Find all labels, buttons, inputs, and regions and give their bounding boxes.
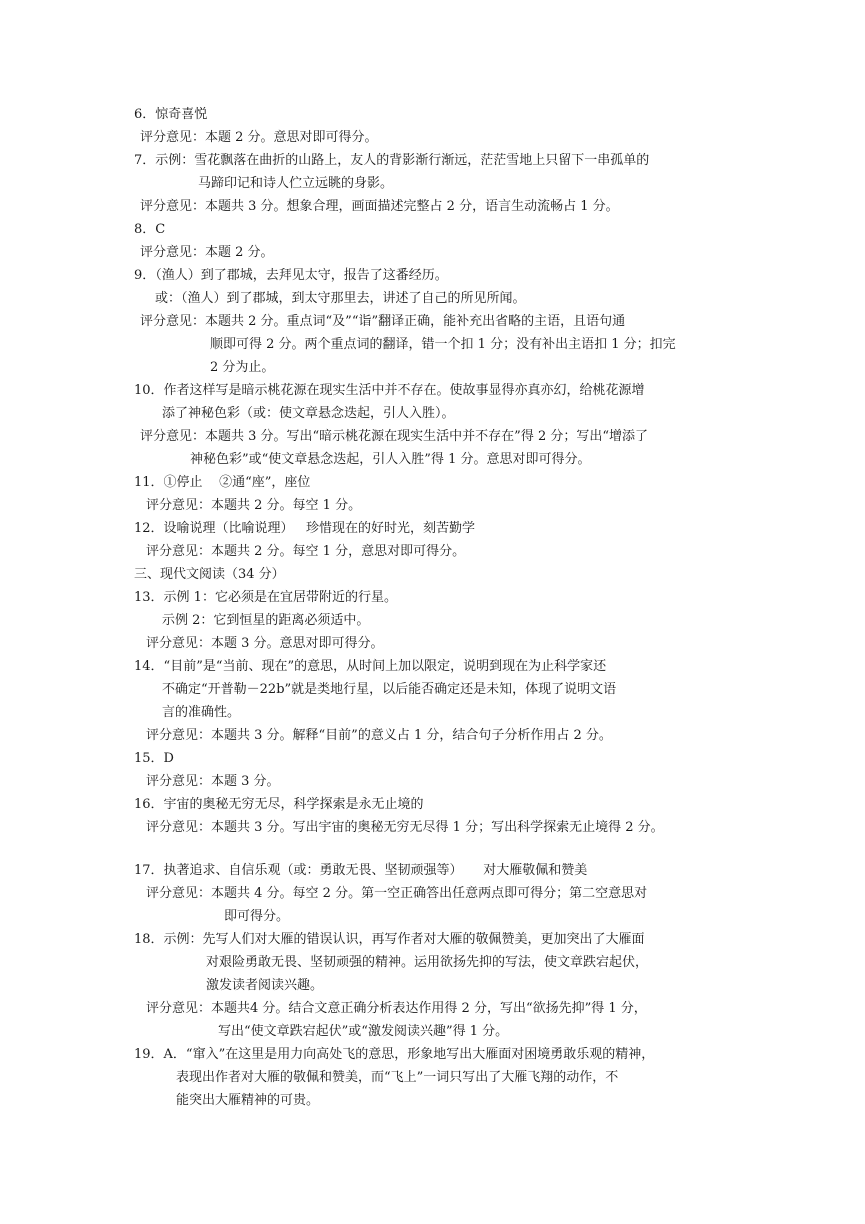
answer-19-end: 能突出大雁精神的可贵。 (176, 1093, 320, 1108)
answer-11: 11．①停止 ②通“座”，座位 (134, 475, 311, 490)
scoring-note-10: 评分意见：本题共 3 分。写出“暗示桃花源在现实生活中并不存在”得 2 分；写出“增添了 (140, 429, 649, 444)
scoring-note-8: 评分意见：本题 2 分。 (140, 245, 274, 260)
answer-7: 7．示例：雪花飘落在曲折的山路上，友人的背影渐行渐远，茫茫雪地上只留下一串孤单的 (134, 153, 650, 168)
scoring-note-9-end: 2 分为止。 (210, 360, 275, 375)
answer-6: 6．惊奇喜悦 (134, 107, 208, 122)
scoring-note-7: 评分意见：本题共 3 分。想象合理，画面描述完整占 2 分，语言生动流畅占 1 分。 (140, 199, 619, 214)
scoring-note-9: 评分意见：本题共 2 分。重点词“及”“诣”翻译正确，能补充出省略的主语，且语句通 (140, 314, 626, 329)
scoring-note-12: 评分意见：本题共 2 分。每空 1 分，意思对即可得分。 (146, 544, 466, 559)
answer-18: 18．示例：先写人们对大雁的错误认识，再写作者对大雁的敬佩赞美，更加突出了大雁面 (134, 932, 645, 947)
answer-8: 8．C (134, 222, 166, 237)
answer-14-continued: 不确定“开普勒－22b”就是类地行星，以后能否确定还是未知，体现了说明文语 (162, 682, 617, 697)
answer-16: 16．宇宙的奥秘无穷无尽，科学探索是永无止境的 (134, 797, 424, 812)
scoring-note-17: 评分意见：本题共 4 分。每空 2 分。第一空正确答出任意两点即可得分；第二空意思对 (146, 886, 648, 901)
scoring-note-16: 评分意见：本题共 3 分。写出宇宙的奥秘无穷无尽得 1 分；写出科学探索无止境得 2 分。 (146, 820, 664, 835)
answer-14-end: 言的准确性。 (162, 705, 241, 720)
answer-19: 19．A．“窜入”在这里是用力向高处飞的意思，形象地写出大雁面对困境勇敢乐观的精神， (134, 1047, 655, 1062)
scoring-note-10-continued: 神秘色彩”或“使文章悬念迭起，引人入胜”得 1 分。意思对即可得分。 (190, 452, 591, 467)
answer-10-continued: 添了神秘色彩（或：使文章悬念迭起，引人入胜）。 (162, 406, 455, 421)
answer-19-continued: 表现出作者对大雁的敬佩和赞美，而“飞上”一词只写出了大雁飞翔的动作，不 (176, 1070, 619, 1085)
scoring-note-15: 评分意见：本题 3 分。 (146, 774, 280, 789)
scoring-note-11: 评分意见：本题共 2 分。每空 1 分。 (146, 498, 362, 513)
answer-13: 13．示例 1：它必须是在宜居带附近的行星。 (134, 590, 397, 605)
answer-10: 10．作者这样写是暗示桃花源在现实生活中并不存在。使故事显得亦真亦幻，给桃花源增 (134, 383, 645, 398)
scoring-note-17-continued: 即可得分。 (224, 909, 290, 924)
scoring-note-6: 评分意见：本题 2 分。意思对即可得分。 (140, 130, 378, 145)
answer-7-continued: 马蹄印记和诗人伫立远眺的身影。 (198, 176, 394, 191)
answer-14: 14．“目前”是“当前、现在”的意思，从时间上加以限定，说明到现在为止科学家还 (134, 659, 607, 674)
section-heading-modern-reading: 三、现代文阅读（34 分） (134, 567, 285, 582)
answer-18-continued: 对艰险勇敢无畏、坚韧顽强的精神。运用欲扬先抑的写法，使文章跌宕起伏， (206, 955, 649, 970)
scoring-note-9-continued: 顺即可得 2 分。两个重点词的翻译，错一个扣 1 分；没有补出主语扣 1 分；扣完 (210, 337, 676, 352)
answer-13-example-2: 示例 2：它到恒星的距离必须适中。 (162, 613, 370, 628)
answer-17: 17．执著追求、自信乐观（或：勇敢无畏、坚韧顽强等） 对大雁敬佩和赞美 (134, 863, 588, 878)
answer-12: 12．设喻说理（比喻说理） 珍惜现在的好时光，刻苦勤学 (134, 521, 475, 536)
scoring-note-18: 评分意见：本题共4 分。结合文意正确分析表达作用得 2 分，写出“欲扬先抑”得 1 分， (146, 1001, 647, 1016)
answer-9: 9．（渔人）到了郡城，去拜见太守，报告了这番经历。 (134, 268, 448, 283)
scoring-note-13: 评分意见：本题 3 分。意思对即可得分。 (146, 636, 384, 651)
answer-9-alternative: 或：（渔人）到了郡城，到太守那里去，讲述了自己的所见所闻。 (155, 291, 526, 306)
answer-15: 15．D (134, 751, 174, 766)
answer-18-end: 激发读者阅读兴趣。 (206, 978, 324, 993)
scoring-note-14: 评分意见：本题共 3 分。解释“目前”的意义占 1 分，结合句子分析作用占 2 分。 (146, 728, 612, 743)
scoring-note-18-continued: 写出“使文章跌宕起伏”或“激发阅读兴趣”得 1 分。 (218, 1024, 509, 1039)
